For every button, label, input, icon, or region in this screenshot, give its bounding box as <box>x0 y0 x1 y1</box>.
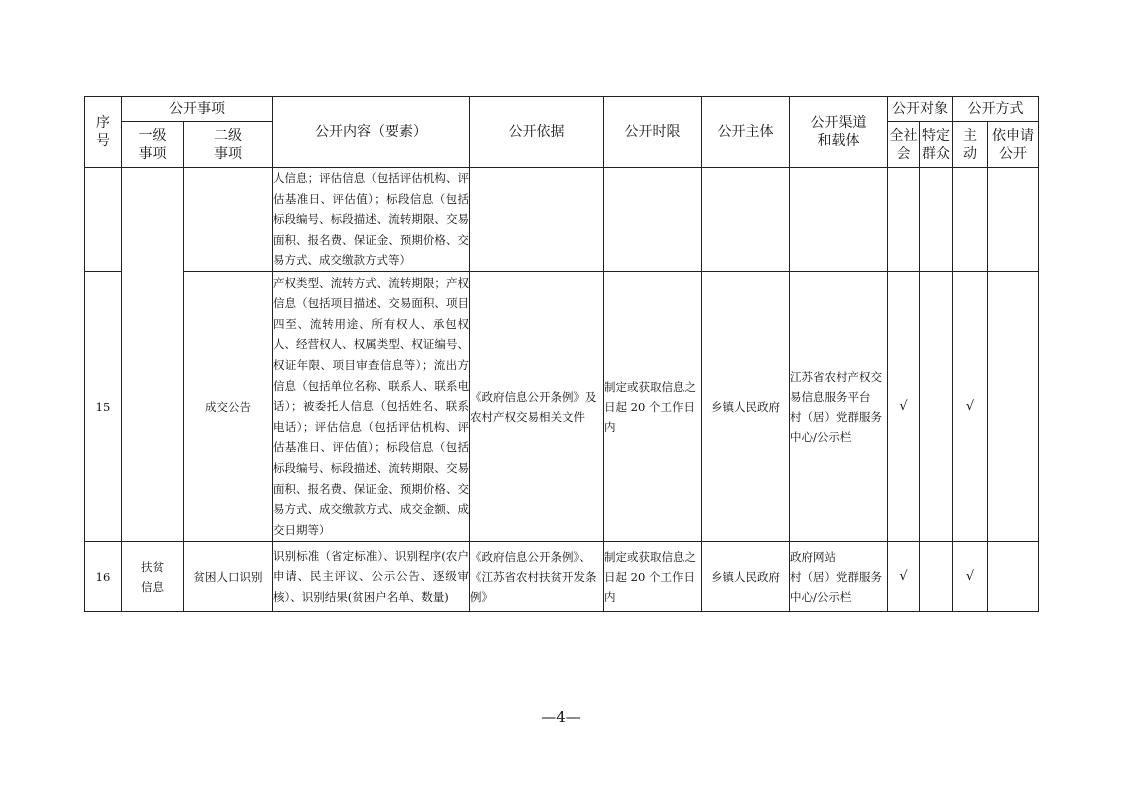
table-row <box>85 168 1039 272</box>
row-channel-line-1: 江苏省农村产权交易信息服务平台 <box>790 369 882 404</box>
row-level2: 贫困人口识别 <box>184 542 273 612</box>
header-audience-specific <box>920 122 953 168</box>
header-level2 <box>184 122 273 168</box>
row-content: 人信息；评估信息（包括评估机构、评估基准日、评估值）；标段信息（包括标段编号、标段描述、流转期限、交易面积、报名费、保证金、预期价格、交易方式、成交缴款方式等） <box>273 168 470 272</box>
row-audience-all <box>888 168 920 272</box>
page-number: —4— <box>541 708 581 726</box>
header-item-group: 公开事项 <box>122 97 273 122</box>
header-method-request <box>988 122 1039 168</box>
row-method-active: √ <box>953 272 988 542</box>
row-audience-specific <box>920 542 953 612</box>
row-basis: 《政府信息公开条例》及农村产权交易相关文件 <box>470 272 604 542</box>
header-channel <box>790 97 888 168</box>
header-seq <box>85 97 122 168</box>
row-level1-text: 扶贫信息 <box>141 559 164 594</box>
header-content: 公开内容（要素） <box>273 97 470 168</box>
header-time-limit: 公开时限 <box>604 97 702 168</box>
row-time-limit: 制定或获取信息之日起 20 个工作日内 <box>604 272 702 542</box>
row-seq: 16 <box>85 542 122 612</box>
row-channel <box>790 272 888 542</box>
row-seq <box>85 168 122 272</box>
row-method-request <box>988 272 1039 542</box>
row-audience-specific <box>920 168 953 272</box>
header-method-active-text: 主动 <box>963 127 977 162</box>
row-method-active <box>953 168 988 272</box>
row-subject: 乡镇人民政府 <box>702 272 790 542</box>
row-level2: 成交公告 <box>184 272 273 542</box>
header-audience-all <box>888 122 920 168</box>
header-audience-specific-text: 特定群众 <box>922 127 950 162</box>
row-channel-line-2: 村（居）党群服务中心/公示栏 <box>790 409 882 444</box>
header-channel-text: 公开渠道和载体 <box>810 115 867 149</box>
header-level1 <box>122 122 184 168</box>
row-basis <box>470 168 604 272</box>
row-subject <box>702 168 790 272</box>
row-level2 <box>184 168 273 272</box>
header-row-1 <box>85 97 1039 122</box>
table-row <box>85 272 1039 542</box>
table-row <box>85 542 1039 612</box>
row-audience-all: √ <box>888 272 920 542</box>
header-method-request-text: 依申请公开 <box>992 127 1034 162</box>
row-basis: 《政府信息公开条例》、《江苏省农村扶贫开发条例》 <box>470 542 604 612</box>
header-basis: 公开依据 <box>470 97 604 168</box>
row-channel <box>790 168 888 272</box>
row-subject: 乡镇人民政府 <box>702 542 790 612</box>
header-audience-group: 公开对象 <box>888 97 953 122</box>
row-channel-line-1: 政府网站 <box>790 549 836 564</box>
row-level1 <box>122 542 184 612</box>
row-method-active: √ <box>953 542 988 612</box>
row-channel <box>790 542 888 612</box>
row-content: 产权类型、流转方式、流转期限；产权信息（包括项目描述、交易面积、项目四至、流转用途、所有权人、承包权人、经营权人、权属类型、权证编号、权证年限、项目审查信息等）；流出方信息（包括单位名称、联系人、联系电话）；被委托人信息（包括姓名、联系电话）；评估信息（包括评估机构、评估基准日、评估值）；标段信息（包括标段编号、标段描述、流转期限、交易面积、报名费、保证金、预期价格、交易方式、成交缴款方式、成交金额、成交日期等） <box>273 272 470 542</box>
header-method-group: 公开方式 <box>953 97 1039 122</box>
header-seq-text: 序号 <box>96 115 110 149</box>
header-level1-text: 一级事项 <box>138 127 167 162</box>
row-content: 识别标准（省定标准）、识别程序(农户申请、民主评议、公示公告、逐级审核）、识别结果(贫困户名单、数量) <box>273 542 470 612</box>
row-method-request <box>988 542 1039 612</box>
row-time-limit: 制定或获取信息之日起 20 个工作日内 <box>604 542 702 612</box>
row-channel-line-2: 村（居）党群服务中心/公示栏 <box>790 569 882 604</box>
header-subject: 公开主体 <box>702 97 790 168</box>
row-time-limit <box>604 168 702 272</box>
row-audience-all: √ <box>888 542 920 612</box>
row-method-request <box>988 168 1039 272</box>
row-level1 <box>122 168 184 542</box>
row-seq: 15 <box>85 272 122 542</box>
disclosure-table <box>84 96 1039 612</box>
row-audience-specific <box>920 272 953 542</box>
header-level2-text: 二级事项 <box>214 127 242 162</box>
header-audience-all-text: 全社会 <box>889 127 918 162</box>
header-method-active <box>953 122 988 168</box>
